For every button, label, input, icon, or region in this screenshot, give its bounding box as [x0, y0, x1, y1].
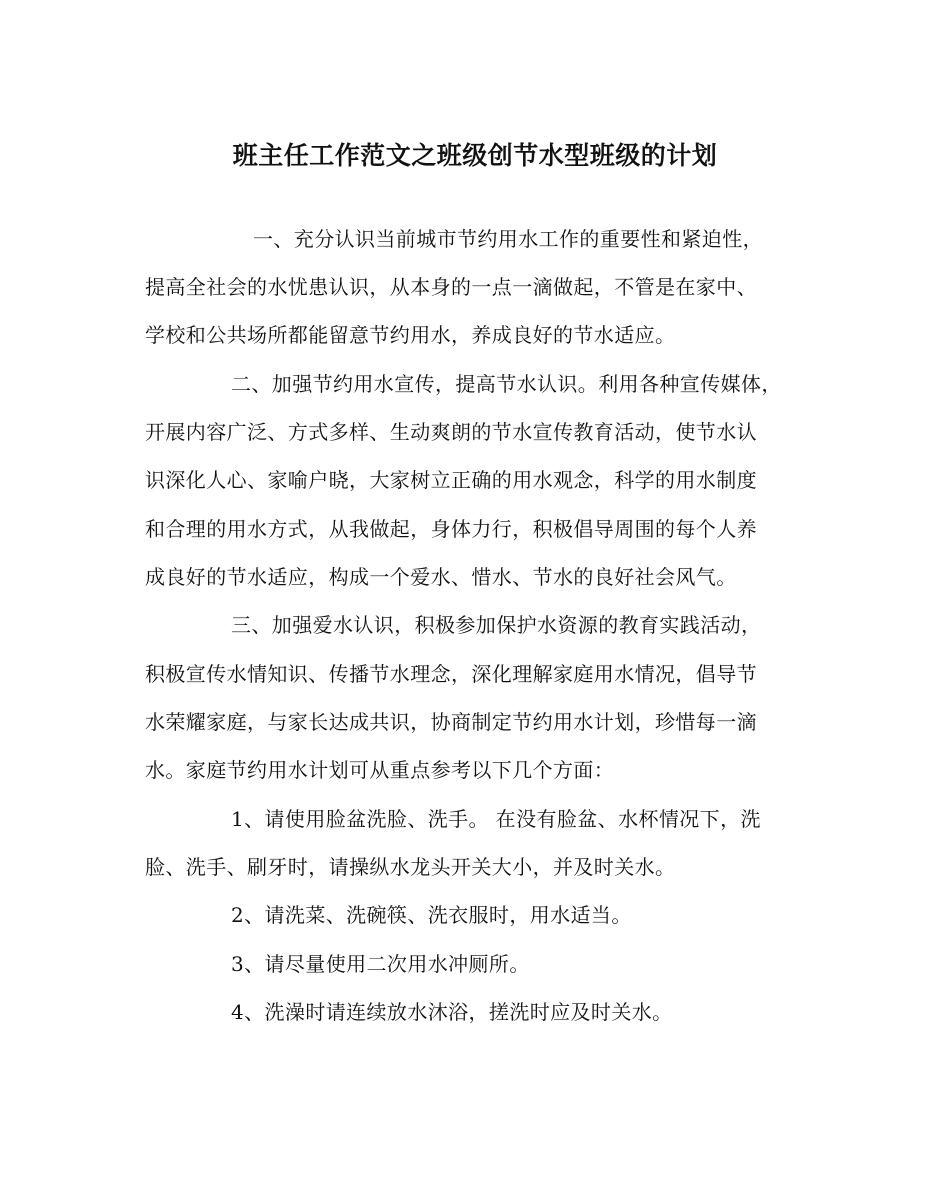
list-item-line: 4、洗澡时请连续放水沐浴，搓洗时应及时关水。: [231, 1000, 673, 1024]
paragraph-line: 成良好的节水适应，构成一个爱水、惜水、节水的良好社会风气。: [145, 565, 737, 589]
paragraph-line: 一、充分认识当前城市节约用水工作的重要性和紧迫性，: [253, 227, 763, 251]
paragraph-line: 积极宣传水情知识、传播节水理念，深化理解家庭用水情况，倡导节: [145, 662, 757, 686]
list-item-line: 脸、洗手、刷牙时，请操纵水龙头开关大小，并及时关水。: [145, 855, 676, 879]
paragraph-line: 水荣耀家庭，与家长达成共识，协商制定节约用水计划，珍惜每一滴: [145, 710, 757, 734]
paragraph-line: 三、加强爱水认识，积极参加保护水资源的教育实践活动，: [231, 613, 762, 637]
paragraph-line: 识深化人心、家喻户晓，大家树立正确的用水观念，科学的用水制度: [145, 468, 757, 492]
list-item-line: 2、请洗菜、洗碗筷、洗衣服时，用水适当。: [231, 903, 632, 927]
paragraph-line: 二、加强节约用水宣传，提高节水认识。利用各种宣传媒体，: [231, 372, 782, 396]
paragraph-line: 水。家庭节约用水计划可从重点参考以下几个方面：: [145, 758, 615, 782]
paragraph-line: 开展内容广泛、方式多样、生动爽朗的节水宣传教育活动，使节水认: [145, 420, 757, 444]
paragraph-line: 和合理的用水方式，从我做起，身体力行，积极倡导周围的每个人养: [145, 517, 757, 541]
list-item-line: 3、请尽量使用二次用水冲厕所。: [231, 952, 530, 976]
paragraph-line: 学校和公共场所都能留意节约用水，养成良好的节水适应。: [145, 323, 676, 347]
paragraph-line: 提高全社会的水忧患认识，从本身的一点一滴做起，不管是在家中、: [145, 275, 757, 299]
list-item-line: 1、请使用脸盆洗脸、洗手。 在没有脸盆、水杯情况下，洗: [231, 807, 761, 831]
document-title: 班主任工作范文之班级创节水型班级的计划: [232, 141, 718, 170]
